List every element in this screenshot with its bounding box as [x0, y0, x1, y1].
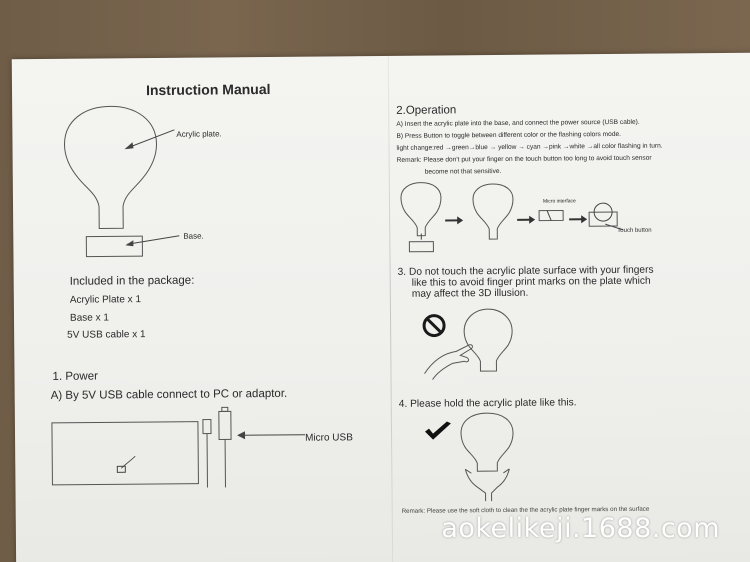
step4-text: 4. Please hold the acrylic plate like this. — [398, 397, 577, 410]
base-arrow — [121, 234, 181, 249]
base-label: Base. — [183, 231, 204, 241]
step3-line: 3. Do not touch the acrylic plate surface with your fingers — [397, 264, 654, 278]
operation-heading: 2.Operation — [396, 104, 457, 117]
acrylic-plate-label: Acrylic plate. — [176, 129, 222, 139]
watermark-text: aokelikeji.1688.com — [441, 513, 720, 544]
package-item: Base x 1 — [69, 312, 109, 324]
power-heading: 1. Power — [52, 370, 98, 383]
operation-line: light change:red →green→blue → yellow → cyan →pink →white →all color flashing in turn. — [396, 142, 663, 152]
package-item: 5V USB cable x 1 — [67, 329, 146, 341]
touch-button-label: Touch button — [617, 227, 652, 234]
micro-usb-arrow — [235, 429, 307, 444]
micro-usb-label: Micro USB — [305, 432, 353, 444]
micro-interface-drawing — [535, 206, 567, 224]
step-arrow-2 — [515, 215, 537, 225]
usb-base-drawing — [51, 420, 202, 489]
step3-line: like this to avoid finger print marks on the plate which — [411, 275, 651, 289]
operation-line: become not that sensitive. — [424, 167, 502, 176]
plate-arrow — [120, 128, 176, 152]
power-step: A) By 5V USB cable connect to PC or adaptor. — [50, 387, 288, 402]
operation-line: A) Insert the acrylic plate into the base, and connect the power source (USB cable). — [396, 118, 640, 128]
micro-interface-label: Micro interface — [542, 198, 576, 205]
bulb-plate-drawing — [52, 104, 173, 231]
center-fold — [388, 56, 394, 562]
usb-cable-drawing — [199, 409, 250, 491]
step-arrow-3 — [567, 214, 589, 224]
step-bulb-1 — [399, 181, 446, 253]
operation-line: B) Press Button to toggle between different color or the flashing colors mode. — [396, 130, 622, 140]
operation-line: Remark: Please don't put your finger on the touch button too long to avoid touch sensor — [396, 154, 652, 164]
finger-touch-drawing — [422, 301, 523, 382]
check-icon — [423, 421, 453, 443]
step-bulb-2 — [471, 183, 518, 245]
hand-hold-drawing — [455, 411, 520, 502]
package-heading: Included in the package: — [69, 274, 195, 288]
instruction-sheet — [12, 53, 750, 562]
step3-line: may affect the 3D illusion. — [411, 287, 529, 300]
manual-title: Instruction Manual — [145, 80, 271, 99]
bottom-remark: Remark: Please use the soft cloth to clean the the acrylic plate finger marks on the surface — [401, 505, 650, 515]
step-arrow-1 — [443, 215, 465, 225]
package-item: Acrylic Plate x 1 — [69, 294, 142, 306]
